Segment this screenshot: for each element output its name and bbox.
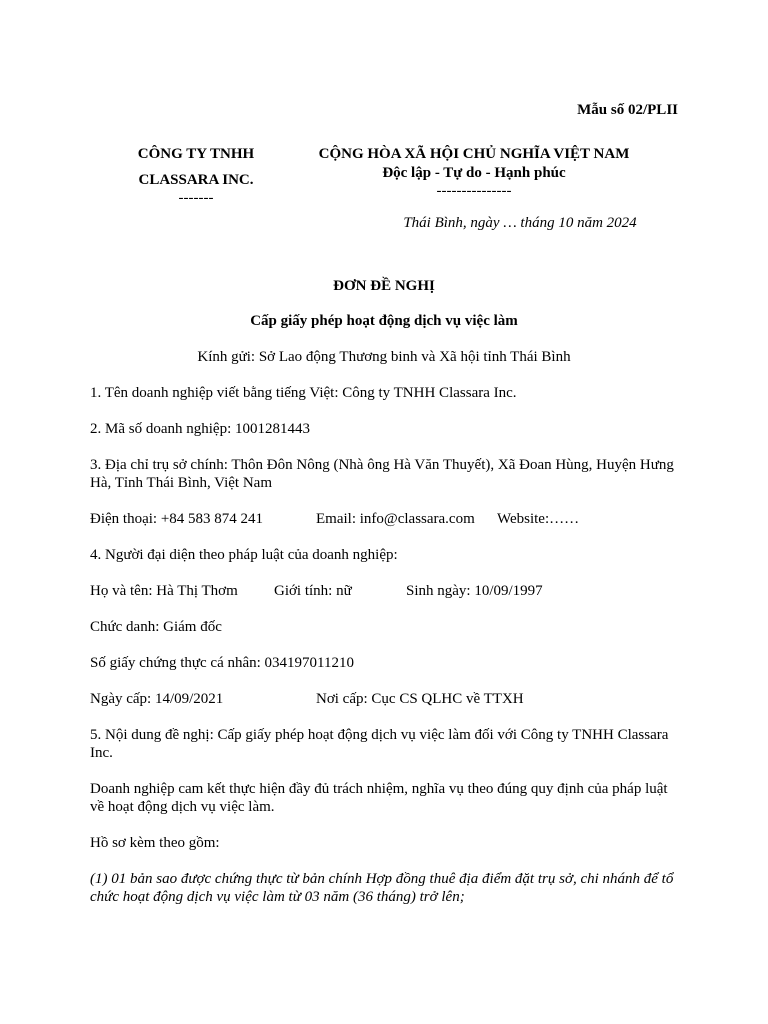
form-number: Mẫu số 02/PLII	[577, 102, 678, 118]
company-name-line2: CLASSARA INC.	[138, 172, 254, 188]
attachments-heading: Hồ sơ kèm theo gồm:	[90, 835, 220, 851]
rep-position: Chức danh: Giám đốc	[90, 619, 222, 635]
phone-field: Điện thoại: +84 583 874 241	[90, 511, 264, 527]
commitment-paragraph: Doanh nghiệp cam kết thực hiện đầy đủ trách nhiệm, nghĩa vụ theo đúng quy định của pháp luật về hoạt động dịch vụ việc làm.	[90, 781, 668, 815]
id-issue-date: Ngày cấp: 14/09/2021	[90, 691, 224, 707]
national-title: CỘNG HÒA XÃ HỘI CHỦ NGHĨA VIỆT NAM	[318, 146, 630, 162]
document-subtitle: Cấp giấy phép hoạt động dịch vụ việc làm	[250, 313, 518, 329]
item-request-content: 5. Nội dung đề nghị: Cấp giấy phép hoạt động dịch vụ việc làm đối với Công ty TNHH Classara Inc.	[90, 727, 669, 761]
item-legal-rep: 4. Người đại diện theo pháp luật của doanh nghiệp:	[90, 547, 398, 563]
item-company-name: 1. Tên doanh nghiệp viết bằng tiếng Việt: Công ty TNHH Classara Inc.	[90, 385, 517, 401]
recipient-line: Kính gửi: Sở Lao động Thương binh và Xã hội tỉnh Thái Bình	[197, 349, 571, 365]
document-title: ĐƠN ĐỀ NGHỊ	[333, 278, 435, 294]
rep-id-number: Số giấy chứng thực cá nhân: 034197011210	[90, 655, 354, 671]
website-field: Website:……	[497, 511, 580, 527]
rep-gender: Giới tính: nữ	[274, 583, 352, 599]
rep-dob: Sinh ngày: 10/09/1997	[406, 583, 543, 599]
place-date: Thái Bình, ngày … tháng 10 năm 2024	[403, 215, 637, 231]
rep-name: Họ và tên: Hà Thị Thơm	[90, 583, 238, 599]
company-divider: -------	[178, 190, 214, 206]
id-issue-place: Nơi cấp: Cục CS QLHC về TTXH	[316, 691, 524, 707]
company-name-line1: CÔNG TY TNHH	[137, 146, 255, 162]
attachment-item-1: (1) 01 bản sao được chứng thực từ bản chính Hợp đồng thuê địa điểm đặt trụ sở, chi nhánh để tổ chức hoạt động dịch vụ việc làm từ 03 năm (36 tháng) trở lên;	[90, 871, 674, 905]
item-tax-code: 2. Mã số doanh nghiệp: 1001281443	[90, 421, 310, 437]
email-field: Email: info@classara.com	[316, 511, 475, 527]
national-motto: Độc lập - Tự do - Hạnh phúc	[382, 165, 566, 181]
item-address: 3. Địa chỉ trụ sở chính: Thôn Đôn Nông (Nhà ông Hà Văn Thuyết), Xã Đoan Hùng, Huyện Hưng Hà, Tỉnh Thái Bình, Việt Nam	[90, 457, 674, 491]
national-divider: ---------------	[436, 183, 512, 199]
